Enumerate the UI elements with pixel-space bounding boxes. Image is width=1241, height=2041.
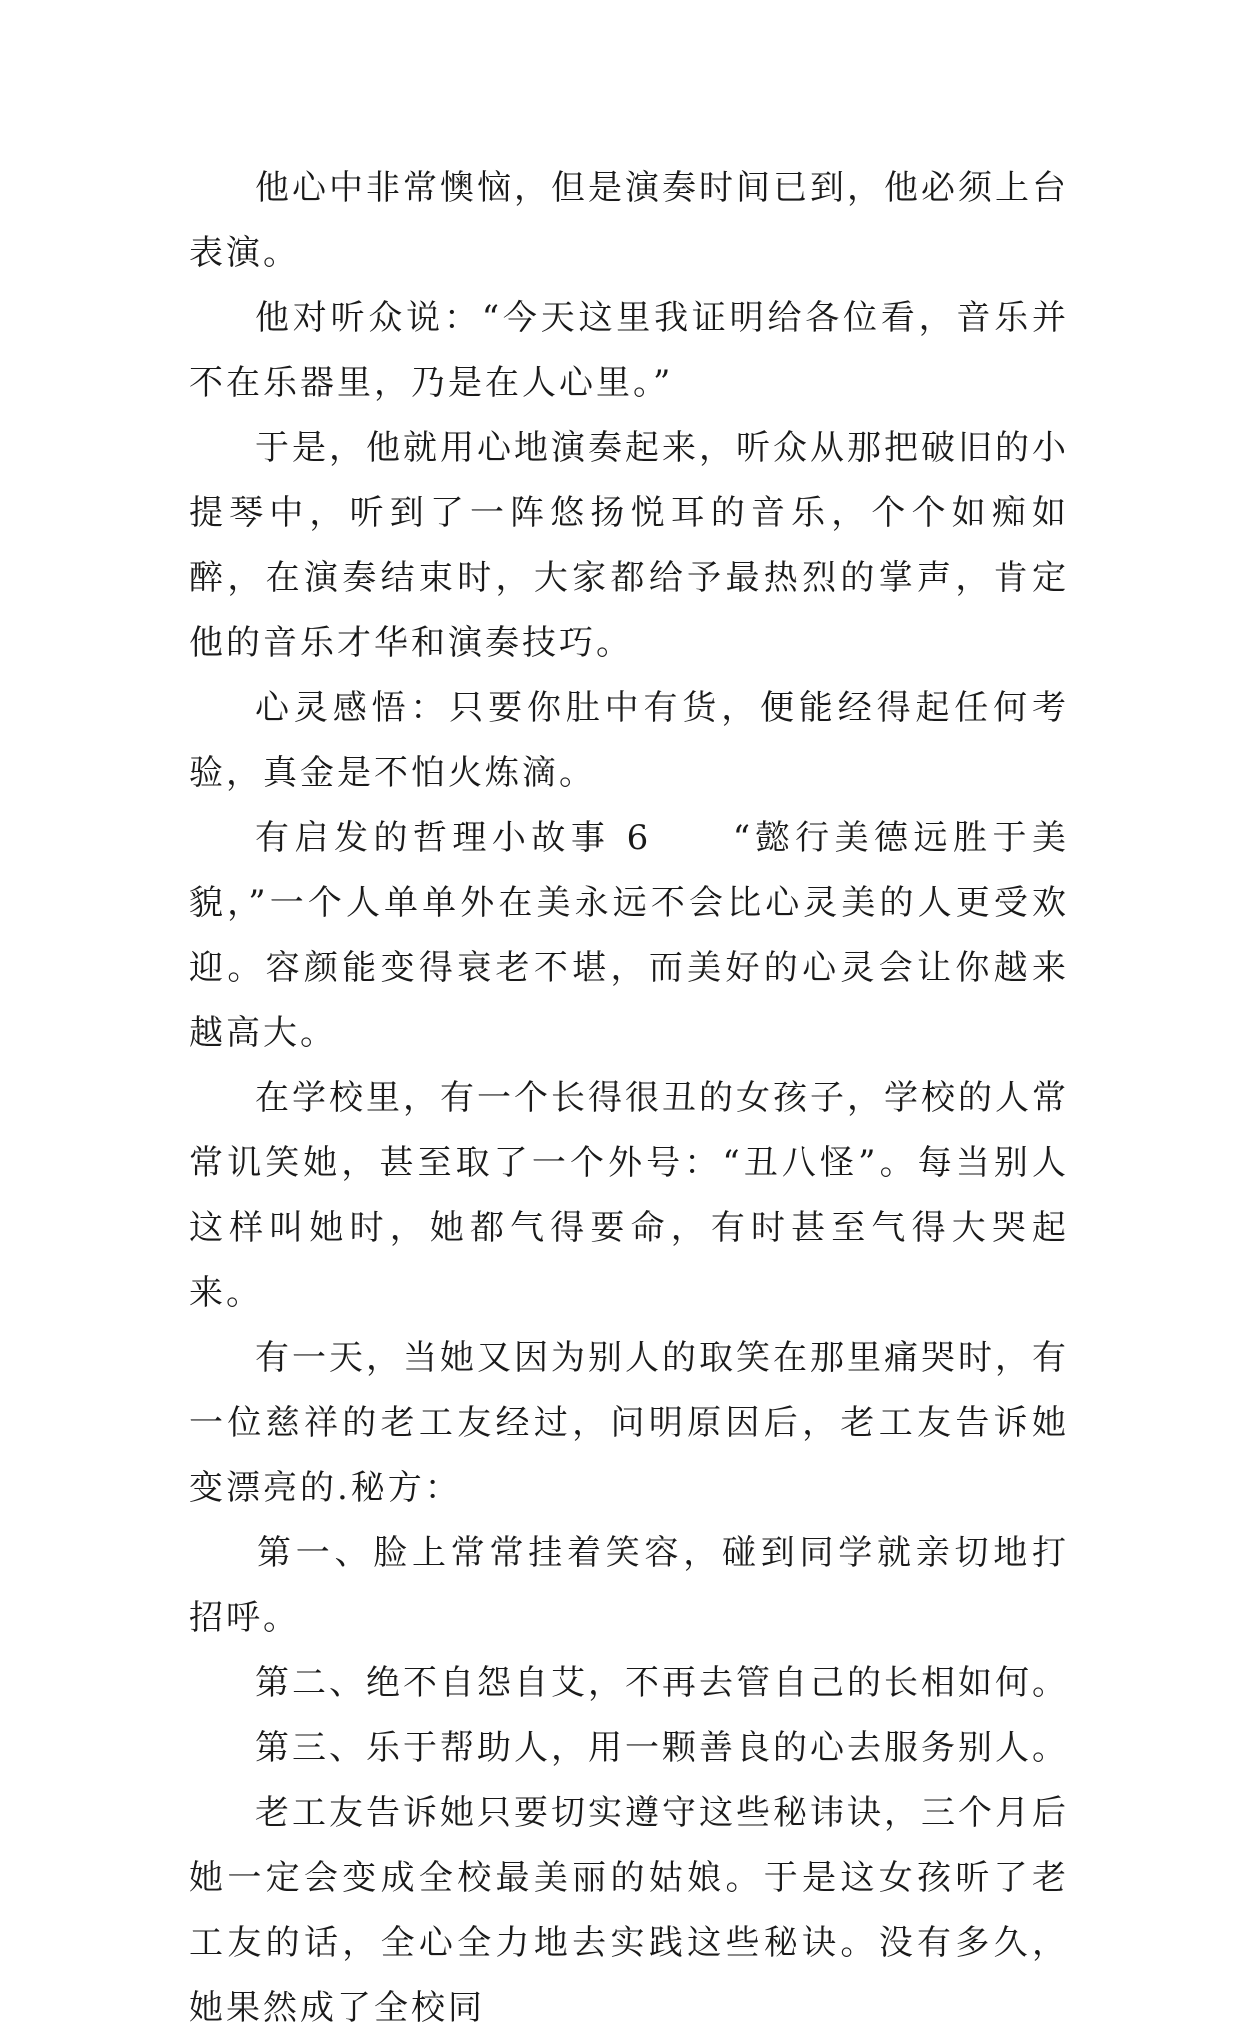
paragraph: 有启发的哲理小故事 6 “懿行美德远胜于美貌，”一个人单单外在美永远不会比心灵美的人更受欢迎。容颜能变得衰老不堪，而美好的心灵会让你越来越高大。 [189, 818, 1069, 1053]
paragraph: 心灵感悟：只要你肚中有货，便能经得起任何考验，真金是不怕火炼滴。 [189, 688, 1069, 793]
paragraph: 在学校里，有一个长得很丑的女孩子，学校的人常常讥笑她，甚至取了一个外号：“丑八怪”。每当别人这样叫她时，她都气得要命，有时甚至气得大哭起来。 [189, 1078, 1069, 1313]
document-body [189, 156, 1069, 2041]
paragraph: 他对听众说：“今天这里我证明给各位看，音乐并不在乐器里，乃是在人心里。” [189, 298, 1069, 403]
list-item: 第三、乐于帮助人，用一颗善良的心去服务别人。 [255, 1728, 1069, 1768]
paragraph: 有一天，当她又因为别人的取笑在那里痛哭时，有一位慈祥的老工友经过，问明原因后，老工友告诉她变漂亮的.秘方： [189, 1338, 1069, 1508]
paragraph: 于是，他就用心地演奏起来，听众从那把破旧的小提琴中，听到了一阵悠扬悦耳的音乐，个个如痴如醉，在演奏结束时，大家都给予最热烈的掌声，肯定他的音乐才华和演奏技巧。 [189, 428, 1069, 663]
list-item: 第一、脸上常常挂着笑容，碰到同学就亲切地打招呼。 [189, 1533, 1069, 1638]
paragraph: 他心中非常懊恼，但是演奏时间已到，他必须上台表演。 [189, 168, 1069, 273]
paragraph: 老工友告诉她只要切实遵守这些秘讳诀，三个月后她一定会变成全校最美丽的姑娘。于是这女孩听了老工友的话，全心全力地去实践这些秘诀。没有多久，她果然成了全校同 [189, 1793, 1069, 2028]
list-item: 第二、绝不自怨自艾，不再去管自己的长相如何。 [255, 1663, 1069, 1703]
